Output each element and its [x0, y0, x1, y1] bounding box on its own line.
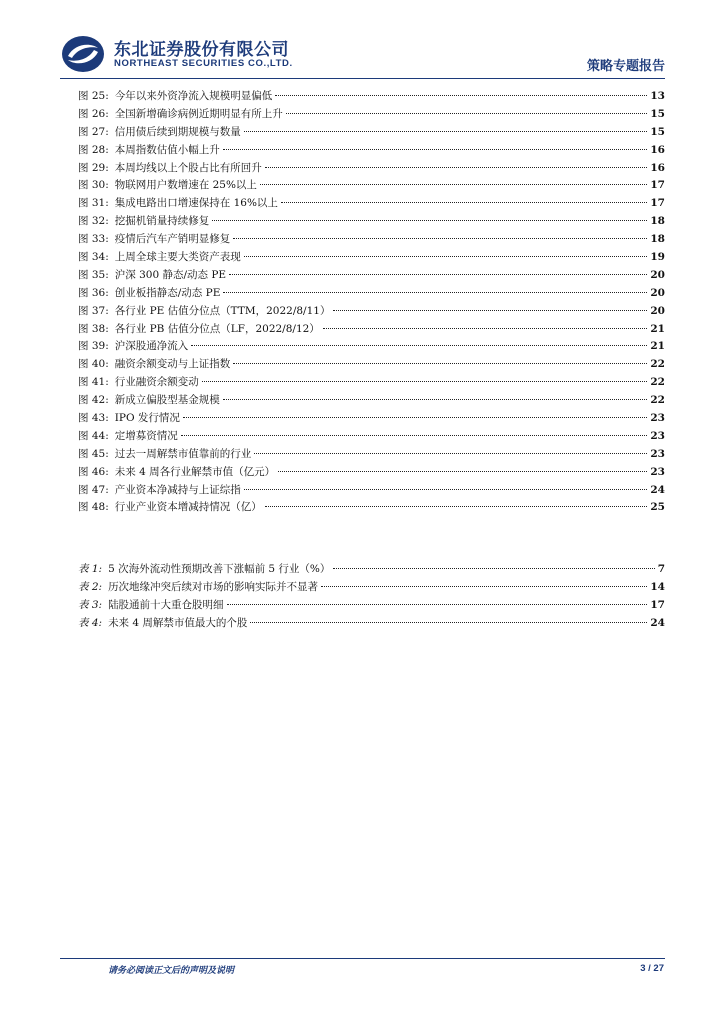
dot-leader [212, 220, 647, 221]
dot-leader [333, 568, 654, 569]
dot-leader [244, 256, 648, 257]
entry-title: 信用债后续到期规模与数量 [114, 125, 241, 138]
entry-page-number: 16 [650, 143, 665, 156]
entry-label: 图 46: [78, 465, 109, 478]
entry-page-number: 21 [650, 340, 665, 353]
entry-page-number: 17 [650, 197, 665, 210]
table-entry[interactable] [78, 597, 665, 615]
entry-page-number: 20 [650, 286, 665, 299]
entry-title: 各行业 PB 估值分位点（LF，2022/8/12） [114, 322, 320, 335]
company-name-en: NORTHEAST SECURITIES CO.,LTD. [114, 58, 293, 69]
dot-leader [278, 471, 647, 472]
entry-page-number: 15 [650, 107, 665, 120]
entry-title: 历次地缘冲突后续对市场的影响实际并不显著 [108, 580, 319, 593]
page-indicator: 3 / 27 [640, 963, 664, 974]
entry-title: 行业产业资本增减持情况（亿） [114, 501, 262, 514]
dot-leader [227, 604, 648, 605]
dot-leader [281, 202, 647, 203]
entry-label: 表 2: [78, 580, 103, 593]
entry-label: 图 25: [78, 90, 109, 102]
dot-leader [223, 399, 648, 400]
figure-entry[interactable] [78, 392, 665, 410]
figure-entry[interactable] [78, 338, 665, 356]
entry-label: 表 3: [78, 598, 103, 611]
dot-leader [181, 435, 648, 436]
entry-title: 挖掘机销量持续修复 [114, 215, 210, 228]
table-entry[interactable] [78, 561, 665, 579]
dot-leader [275, 95, 647, 96]
entry-page-number: 23 [650, 447, 665, 460]
entry-page-number: 20 [650, 304, 665, 317]
entry-label: 图 45: [78, 447, 109, 460]
dot-leader [265, 506, 648, 507]
dot-leader [250, 622, 647, 623]
entry-label: 图 40: [78, 358, 109, 371]
entry-page-number: 18 [650, 233, 665, 246]
dot-leader [202, 381, 648, 382]
footer-disclaimer: 请务必阅读正文后的声明及说明 [108, 966, 235, 976]
entry-label: 图 26: [78, 107, 109, 120]
entry-page-number: 18 [650, 215, 665, 228]
dot-leader [333, 310, 647, 311]
entry-label: 图 34: [78, 251, 109, 264]
entry-title: 陆股通前十大重仓股明细 [108, 598, 224, 611]
figure-entry[interactable] [78, 499, 665, 517]
entry-title: 创业板指静态/动态 PE [114, 286, 221, 299]
figure-entry[interactable] [78, 303, 665, 321]
dot-leader [183, 417, 647, 418]
entry-page-number: 21 [650, 322, 665, 335]
dot-leader [223, 149, 648, 150]
entry-page-number: 23 [650, 412, 665, 425]
entry-label: 图 35: [78, 268, 109, 281]
entry-label: 图 30: [78, 179, 109, 192]
entry-title: 沪深股通净流入 [114, 340, 189, 353]
entry-title: 本周指数估值小幅上升 [114, 143, 220, 156]
entry-label: 图 38: [78, 322, 109, 335]
table-index [78, 561, 665, 633]
entry-title: 各行业 PE 估值分位点（TTM，2022/8/11） [114, 304, 331, 317]
dot-leader [233, 238, 647, 239]
entry-label: 图 48: [78, 501, 109, 514]
figure-entry[interactable] [78, 106, 665, 124]
entry-title: 今年以来外资净流入规模明显偏低 [114, 90, 273, 102]
entry-page-number: 24 [650, 616, 665, 629]
figure-entry[interactable] [78, 446, 665, 464]
dot-leader [254, 453, 647, 454]
figure-entry[interactable] [78, 88, 665, 106]
entry-title: 本周均线以上个股占比有所回升 [114, 161, 262, 174]
entry-title: 产业资本净减持与上证综指 [114, 483, 241, 496]
table-entry[interactable] [78, 579, 665, 597]
entry-page-number: 17 [650, 598, 665, 611]
entry-label: 图 42: [78, 394, 109, 407]
figure-entry[interactable] [78, 482, 665, 500]
dot-leader [233, 363, 647, 364]
entry-label: 图 44: [78, 429, 109, 442]
entry-label: 图 27: [78, 125, 109, 138]
entry-title: IPO 发行情况 [114, 412, 180, 425]
entry-page-number: 16 [650, 161, 665, 174]
figure-entry[interactable] [78, 428, 665, 446]
entry-page-number: 20 [650, 268, 665, 281]
entry-label: 图 31: [78, 197, 109, 210]
entry-title: 疫情后汽车产销明显修复 [114, 233, 231, 246]
entry-label: 图 41: [78, 376, 109, 389]
entry-title: 未来 4 周解禁市值最大的个股 [108, 616, 248, 629]
entry-page-number: 23 [650, 429, 665, 442]
footer-divider [60, 958, 665, 959]
entry-page-number: 23 [650, 465, 665, 478]
company-name-cn: 东北证券股份有限公司 [114, 40, 289, 60]
figure-entry[interactable] [78, 374, 665, 392]
entry-page-number: 22 [650, 358, 665, 371]
figure-entry[interactable] [78, 177, 665, 195]
table-entry[interactable] [78, 615, 665, 633]
entry-label: 表 4: [78, 616, 103, 629]
figure-entry[interactable] [78, 285, 665, 303]
entry-label: 图 29: [78, 161, 109, 174]
entry-page-number: 14 [650, 580, 665, 593]
figure-entry[interactable] [78, 213, 665, 231]
dot-leader [191, 345, 647, 346]
figure-entry[interactable] [78, 124, 665, 142]
figure-entry[interactable] [78, 195, 665, 213]
entry-title: 集成电路出口增速保持在 16%以上 [114, 197, 278, 210]
dot-leader [244, 489, 648, 490]
entry-label: 图 43: [78, 412, 109, 425]
entry-label: 表 1: [78, 563, 103, 575]
dot-leader [321, 586, 647, 587]
figure-entry[interactable] [78, 249, 665, 267]
dot-leader [286, 113, 648, 114]
dot-leader [265, 167, 648, 168]
entry-label: 图 39: [78, 340, 109, 353]
entry-label: 图 32: [78, 215, 109, 228]
entry-page-number: 19 [650, 251, 665, 264]
entry-page-number: 22 [650, 394, 665, 407]
entry-title: 5 次海外流动性预期改善下涨幅前 5 行业（%） [108, 563, 331, 575]
entry-page-number: 17 [650, 179, 665, 192]
dot-leader [223, 292, 647, 293]
entry-label: 图 36: [78, 286, 109, 299]
figure-entry[interactable] [78, 356, 665, 374]
entry-page-number: 15 [650, 125, 665, 138]
entry-page-number: 13 [650, 90, 665, 102]
northeast-securities-logo-icon [60, 34, 106, 74]
dot-leader [229, 274, 647, 275]
figure-entry[interactable] [78, 231, 665, 249]
entry-page-number: 7 [657, 563, 665, 575]
dot-leader [244, 131, 648, 132]
entry-title: 融资余额变动与上证指数 [114, 358, 231, 371]
entry-title: 沪深 300 静态/动态 PE [114, 268, 227, 281]
entry-title: 物联网用户数增速在 25%以上 [114, 179, 257, 192]
entry-label: 图 37: [78, 304, 109, 317]
entry-label: 图 33: [78, 233, 109, 246]
entry-title: 未来 4 周各行业解禁市值（亿元） [114, 465, 276, 478]
entry-label: 图 28: [78, 143, 109, 156]
figure-entry[interactable] [78, 464, 665, 482]
report-type: 策略专题报告 [586, 59, 665, 74]
figure-entry[interactable] [78, 142, 665, 160]
entry-title: 全国新增确诊病例近期明显有所上升 [114, 107, 283, 120]
entry-page-number: 22 [650, 376, 665, 389]
entry-title: 过去一周解禁市值靠前的行业 [114, 447, 252, 460]
entry-title: 定增募资情况 [114, 429, 178, 442]
figure-entry[interactable] [78, 321, 665, 339]
dot-leader [323, 328, 648, 329]
entry-page-number: 25 [650, 501, 665, 514]
entry-page-number: 24 [650, 483, 665, 496]
entry-title: 行业融资余额变动 [114, 376, 199, 389]
page-header [60, 30, 665, 76]
dot-leader [260, 184, 647, 185]
entry-title: 上周全球主要大类资产表现 [114, 251, 241, 264]
figure-entry[interactable] [78, 410, 665, 428]
entry-label: 图 47: [78, 483, 109, 496]
header-divider [60, 78, 665, 79]
entry-title: 新成立偏股型基金规模 [114, 394, 220, 407]
figure-entry[interactable] [78, 160, 665, 178]
figure-entry[interactable] [78, 267, 665, 285]
figure-index [78, 88, 665, 517]
